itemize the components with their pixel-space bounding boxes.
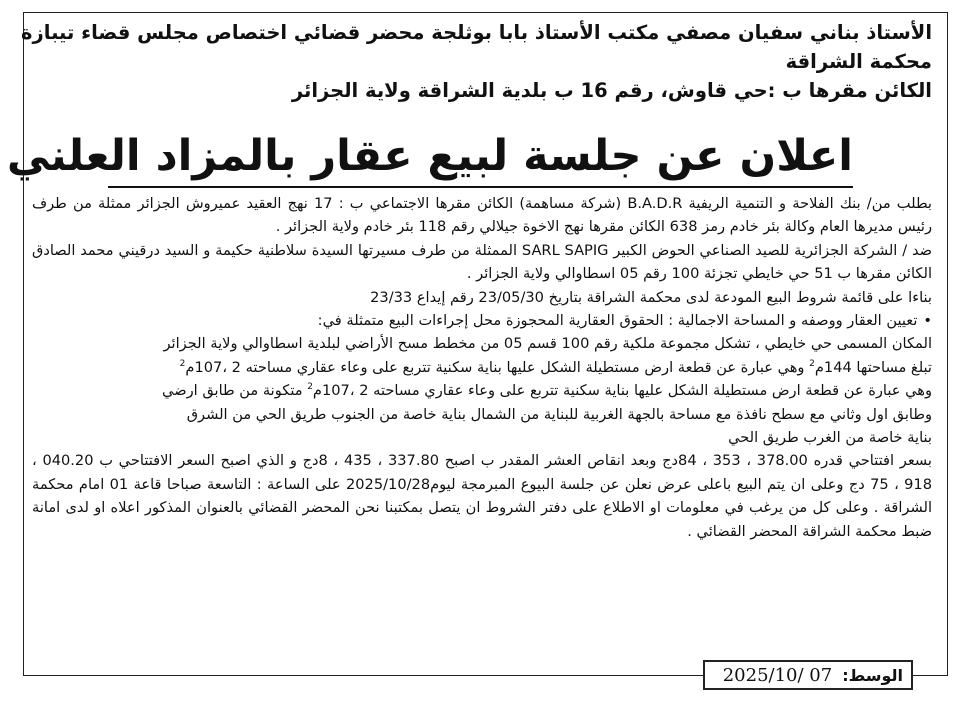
land-text-continued: متكونة من طابق ارضي bbox=[162, 382, 308, 400]
title-underline bbox=[108, 186, 853, 188]
header-address-line: الكائن مقرها ب :حي قاوش، رقم 16 ب بلدية الشراقة ولاية الجزائر bbox=[291, 79, 932, 102]
header bbox=[21, 18, 932, 105]
pricing-paragraph: بسعر افتتاحي قدره 378.00 ، 353 ، 84دج وبعد انقاص العشر المقدر ب اصبح 337.80 ، 435 ، 8دج و الذي اصبح السعر الافتتاحي ب 040.20 ، 918 ، 75 دج وعلى ان يتم البيع باعلى عرض نعلن عن جلسة البيوع المبرمجة ليوم2025/10/28 على الساعة : التاسعة صباحا قاعة 01 امام محكمة الشراقة . وعلى كل من يرغب في معلومات او الاطلاع على دفتر الشروط ان يتصل بمكتبنا نحن المحضر القضائي بالعنوان المذكور اعلاه او لدى امانة ضبط محكمة الشراقة المحضر القضائي . bbox=[32, 452, 932, 540]
header-court-line: محكمة الشراقة bbox=[785, 50, 932, 73]
property-line-3 bbox=[32, 379, 932, 402]
header-bailiff-line: الأستاذ بناني سفيان مصفي مكتب الأستاذ بابا بوثلجة محضر قضائي اختصاص مجلس قضاء تيبازة bbox=[21, 21, 932, 44]
announcement-title: اعلان عن جلسة لبيع عقار بالمزاد العلني bbox=[6, 131, 853, 181]
announcement-body bbox=[32, 192, 932, 543]
superscript: 2 bbox=[809, 358, 815, 369]
property-line-5: بناية خاصة من الغرب طريق الحي bbox=[728, 429, 932, 447]
debtor-paragraph: ضد / الشركة الجزائرية للصيد الصناعي الحوض الكبير SARL SAPIG الممثلة من طرف مسيرتها السيدة سلاطنية حكيمة و السيد درقيني محمد الصادق الكائن مقرها ب 51 حي خايطي تجزئة 100 رقم 05 اسطاوالي ولاية الجزائر . bbox=[32, 241, 933, 283]
property-line-2 bbox=[32, 356, 932, 379]
publication-date-box bbox=[703, 660, 913, 690]
basis-paragraph: بناءا على قائمة شروط البيع المودعة لدى محكمة الشراقة بتاريخ 23/05/30 رقم إيداع 23/33 bbox=[370, 288, 932, 306]
superscript: 2 bbox=[179, 358, 186, 369]
property-line-4: وطابق اول وثاني مع سطح نافذة مع مساحة بالجهة الغربية للبناية من الشمال بناية خاصة من الجنوب طريق الحي من الشرق bbox=[186, 405, 932, 423]
section-heading bbox=[32, 309, 932, 332]
publication-date: 2025/10/ 07 bbox=[722, 664, 833, 686]
area-text: تبلغ مساحتها 144م bbox=[814, 358, 932, 376]
newspaper-label: الوسط: bbox=[842, 665, 903, 685]
creditor-paragraph: بطلب من/ بنك الفلاحة و التنمية الريفية B.A.D.R (شركة مساهمة) الكائن مقرها الاجتماعي ب : 17 نهج العقيد عميروش الجزائر ممثلة من طرف رئيس مديرها العام وكالة بئر خادم رمز 638 الكائن مقرها نهج الاخوة جيلالي رقم 118 بئر خادم ولاية الجزائر . bbox=[32, 195, 932, 236]
land-text: وهي عبارة عن قطعة ارض مستطيلة الشكل عليها بناية سكنية تتربع على وعاء عقاري مساحته 2 ،107م bbox=[312, 382, 932, 400]
area-text-continued: وهي عبارة عن قطعة ارض مستطيلة الشكل عليها بناية سكنية تتربع على وعاء عقاري مساحته 2 ،107م bbox=[185, 358, 810, 376]
superscript: 2 bbox=[307, 382, 313, 393]
property-line-1: المكان المسمى حي خايطي ، تشكل مجموعة ملكية رقم 100 قسم 05 من مخطط مسح الأراضي لبلدية اسطاوالي ولاية الجزائر bbox=[163, 335, 932, 353]
bullet-icon: • bbox=[923, 312, 932, 330]
section-heading-text: تعيين العقار ووصفه و المساحة الاجمالية : الحقوق العقارية المحجوزة محل إجراءات البيع متمثلة في: bbox=[317, 312, 918, 330]
